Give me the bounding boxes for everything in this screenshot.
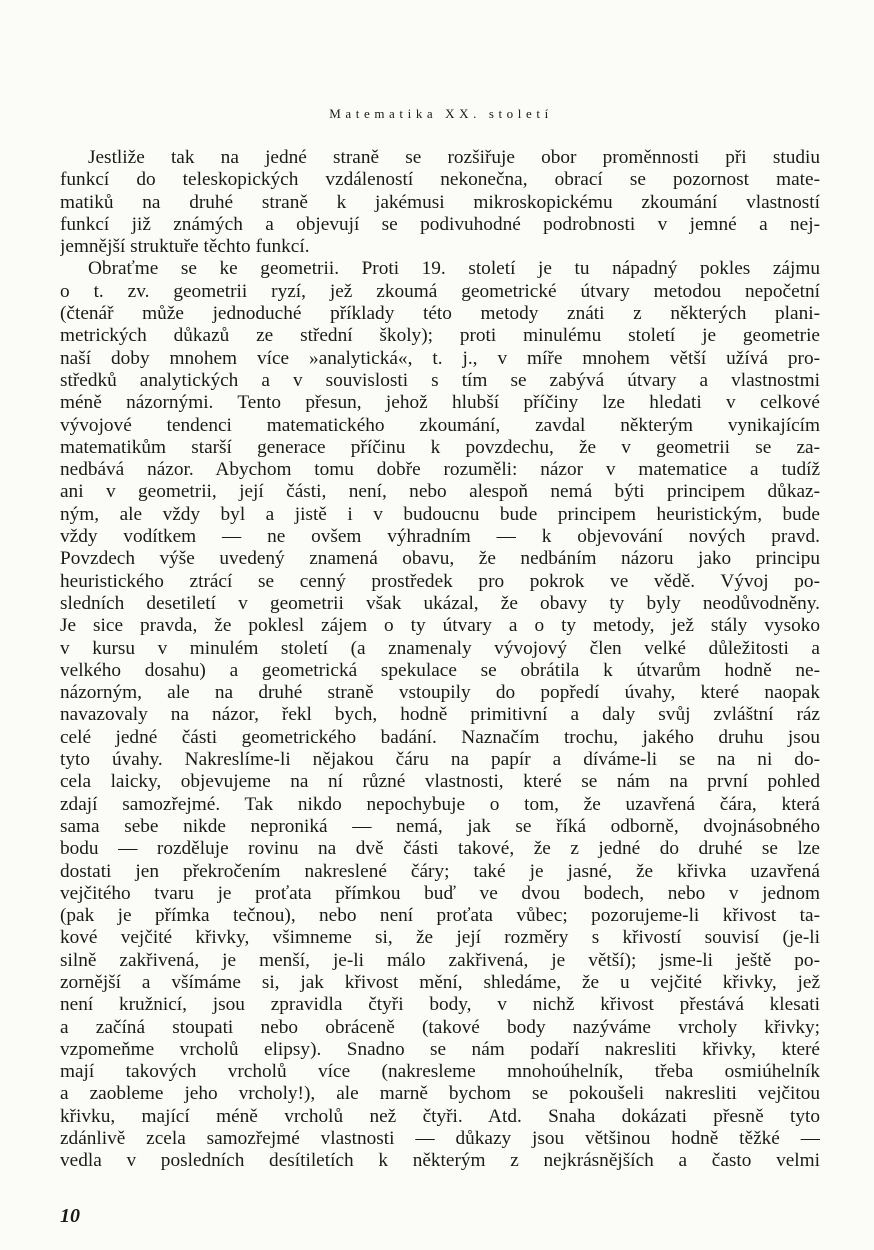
text-line: ani v geometrii, její části, není, nebo alespoň nemá býti principem důkaz-	[60, 481, 820, 503]
text-line: a začíná stoupati nebo obráceně (takové body nazýváme vrcholy křivky;	[60, 1016, 820, 1038]
text-line: metrických důkazů ze střední školy); proti minulému století je geometrie	[60, 325, 820, 347]
text-line: vedla v posledních desítiletích k některým z nejkrásnějších a často velmi	[60, 1150, 820, 1172]
text-line: zdánlivě zcela samozřejmé vlastnosti — důkazy jsou většinou hodně těžké —	[60, 1128, 820, 1150]
text-line: méně názornými. Tento přesun, jehož hlubší příčiny lze hledati v celkové	[60, 392, 820, 414]
text-line: Jestliže tak na jedné straně se rozšiřuje obor proměnnosti při studiu	[88, 147, 820, 168]
text-line: bodu — rozděluje rovinu na dvě části takové, že z jedné do druhé se lze	[60, 838, 820, 860]
text-line: o t. zv. geometrii ryzí, jež zkoumá geometrické útvary metodou nepočetní	[60, 280, 820, 302]
text-line: kové vejčité křivky, všimneme si, že její rozměry s křivostí souvisí (je-li	[60, 927, 820, 949]
text-line: středků analytických a v souvislosti s tím se zabývá útvary a vlastnostmi	[60, 369, 820, 391]
text-line: názorným, ale na druhé straně vstoupily do popředí úvahy, které naopak	[60, 682, 820, 704]
text-line: cela laicky, objevujeme na ní různé vlastnosti, které se nám na první pohled	[60, 771, 820, 793]
text-line: a zaobleme jeho vrcholy!), ale marně bychom se pokoušeli nakresliti vejčitou	[60, 1083, 820, 1105]
text-line: zdají samozřejmé. Tak nikdo nepochybuje o tom, že uzavřená čára, která	[60, 793, 820, 815]
text-line: Obraťme se ke geometrii. Proti 19. století je tu nápadný pokles zájmu	[88, 258, 820, 280]
text-line: dostati jen překročením nakreslené čáry; také je jasné, že křivka uzavřená	[60, 860, 820, 882]
text-line: celé jedné části geometrického badání. Naznačím trochu, jakého druhu jsou	[60, 726, 820, 748]
text-line: Povzdech výše uvedený znamená obavu, že nedbáním názoru jako principu	[60, 548, 820, 570]
body-text	[60, 147, 820, 1173]
text-line: není kružnicí, jsou zpravidla čtyři body, v nichž křivost přestává klesati	[60, 994, 820, 1016]
text-line: křivku, mající méně vrcholů než čtyři. Atd. Snaha dokázati přesně tyto	[60, 1105, 820, 1127]
text-line: navazovaly na názor, řekl bych, hodně primitivní a daly svůj zvláštní ráz	[60, 704, 820, 726]
text-line: v kursu v minulém století (a znamenaly vývojový člen velké důležitosti a	[60, 637, 820, 659]
text-line: Je sice pravda, že poklesl zájem o ty útvary a o ty metody, jež stály vysoko	[60, 615, 820, 637]
page-number: 10	[60, 1205, 80, 1227]
text-line: heuristického ztrácí se cenný prostředek pro pokrok ve vědě. Vývoj po-	[60, 570, 820, 592]
text-line: velkého dosahu) a geometrická spekulace se obrátila k útvarům hodně ne-	[60, 659, 820, 681]
text-line: nedbává názor. Abychom tomu dobře rozuměli: názor v matematice a tudíž	[60, 459, 820, 481]
text-line: naší doby mnohem více »analytická«, t. j., v míře mnohem větší užívá pro-	[60, 347, 820, 369]
text-line: funkcí již známých a objevují se podivuhodné podrobnosti v jemné a nej-	[60, 213, 820, 235]
text-line: vejčitého tvaru je proťata přímkou buď ve dvou bodech, nebo v jednom	[60, 882, 820, 904]
text-line: zornější a všímáme si, jak křivost mění, shledáme, že u vejčité křivky, jež	[60, 971, 820, 993]
text-line: vývojové tendenci matematického zkoumání, zavdal některým vynikajícím	[60, 414, 820, 436]
text-line: vždy vodítkem — ne ovšem výhradním — k objevování nových pravd.	[60, 526, 820, 548]
text-line: sledních desetiletí v geometrii však ukázal, že obavy ty byly neodůvodněny.	[60, 592, 820, 614]
text-line: (čtenář může jednoduché příklady této metody znáti z některých plani-	[60, 303, 820, 325]
text-line: vzpomeňme vrcholů elipsy). Snadno se nám podaří nakresliti křivky, které	[60, 1038, 820, 1060]
text-line: silně zakřivená, je menší, je-li málo zakřivená, je větší); jsme-li ještě po-	[60, 949, 820, 971]
text-line: tyto úvahy. Nakreslíme-li nějakou čáru na papír a díváme-li se na ni do-	[60, 749, 820, 771]
text-line: ným, ale vždy byl a jistě i v budoucnu bude principem heuristickým, bude	[60, 503, 820, 525]
text-line: (pak je přímka tečnou), nebo není proťata vůbec; pozorujeme-li křivost ta-	[60, 905, 820, 927]
text-line: jemnější struktuře těchto funkcí.	[60, 236, 310, 258]
text-line: mají takových vrcholů více (nakresleme mnohoúhelník, třeba osmiúhelník	[60, 1061, 820, 1083]
running-head: Matematika XX. století	[329, 106, 553, 121]
text-line: matiků na druhé straně k jakémusi mikroskopickému zkoumání vlastností	[60, 191, 820, 213]
text-line: sama sebe nikde neproniká — nemá, jak se říká odborně, dvojnásobného	[60, 815, 820, 837]
text-line: funkcí do teleskopických vzdáleností nekonečna, obrací se pozornost mate-	[60, 169, 820, 191]
text-line: matematikům starší generace příčinu k povzdechu, že v geometrii se za-	[60, 436, 820, 458]
